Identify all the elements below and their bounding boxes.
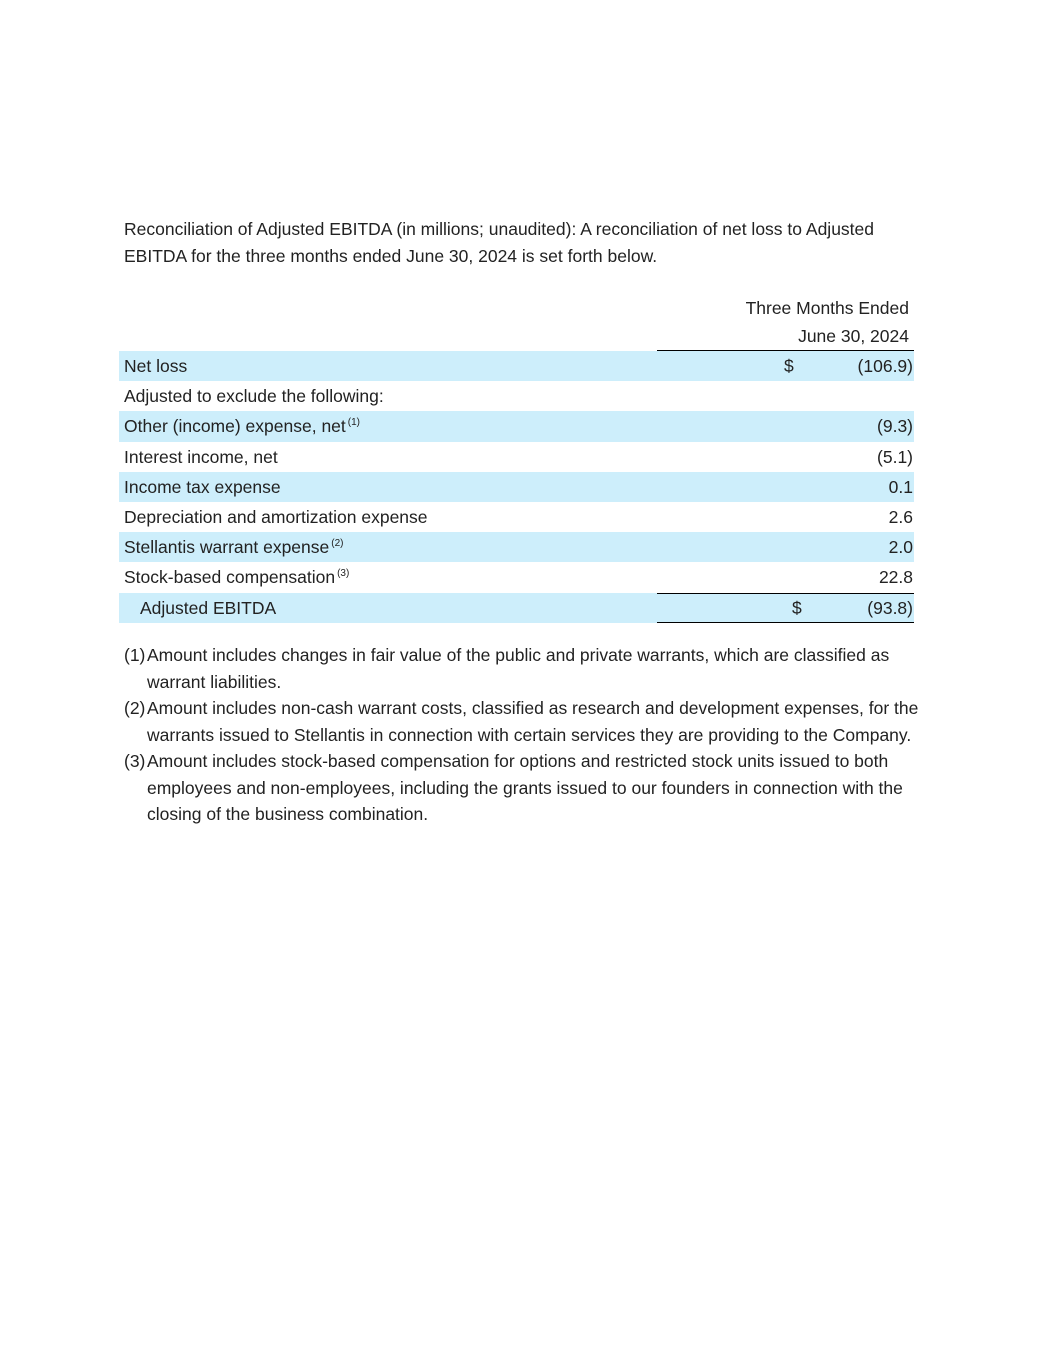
row-amount: (9.3) bbox=[877, 416, 913, 437]
footnote-ref: (3) bbox=[337, 568, 350, 580]
table-row-adjusted-ebitda bbox=[119, 593, 914, 623]
currency-symbol: $ bbox=[784, 356, 794, 376]
table-row-depreciation bbox=[119, 502, 914, 532]
footnotes bbox=[124, 642, 924, 828]
footnote-1 bbox=[124, 642, 924, 695]
footnote-ref: (1) bbox=[347, 417, 361, 429]
row-label: Adjusted to exclude the following: bbox=[124, 386, 384, 407]
row-label: Stellantis warrant expense $^{(2)}$ bbox=[124, 537, 344, 558]
table-row-net-loss bbox=[119, 351, 914, 381]
total-bottom-rule bbox=[657, 622, 914, 623]
row-label: Depreciation and amortization expense bbox=[124, 506, 428, 527]
row-amount: 2.0 bbox=[888, 537, 913, 558]
footnote-text: Amount includes non-cash warrant costs, classified as research and development expenses, for the warrants issued to Stellantis in connection with certain services they are providing to the Company. bbox=[147, 698, 919, 745]
footnote-2 bbox=[124, 695, 924, 748]
row-label: Income tax expense bbox=[124, 476, 281, 497]
row-label: Adjusted EBITDA bbox=[140, 597, 277, 618]
currency-symbol: $ bbox=[792, 597, 802, 618]
table-row-adjustments-heading bbox=[119, 381, 914, 411]
table-row-other-expense bbox=[119, 411, 914, 441]
row-amount: 22.8 bbox=[878, 567, 913, 588]
table-row-income-tax bbox=[119, 472, 914, 502]
footnote-text: Amount includes stock-based compensation for options and restricted stock units issued to both employees and non-employees, including the grants issued to our founders in connection with the closing of the business combination. bbox=[147, 751, 903, 824]
row-amount: (93.8) bbox=[867, 597, 913, 618]
row-amount: 0.1 bbox=[888, 476, 913, 497]
row-amount: 2.6 bbox=[888, 506, 913, 527]
footnote-3 bbox=[124, 748, 924, 828]
table-row-stock-compensation bbox=[119, 562, 914, 592]
footnote-ref: (2) bbox=[331, 538, 344, 550]
row-amount: (5.1) bbox=[877, 446, 913, 467]
row-amount: (106.9) bbox=[857, 356, 913, 376]
row-label: Net loss bbox=[124, 356, 188, 376]
table-row-stellantis-warrant bbox=[119, 532, 914, 562]
row-label: Other (income) expense, net $^{(1)}$ bbox=[124, 416, 361, 437]
row-label: Stock-based compensation $^{(3)}$ bbox=[124, 567, 350, 588]
table-row-interest-income bbox=[119, 442, 914, 472]
intro-paragraph: Reconciliation of Adjusted EBITDA (in millions; unaudited): A reconciliation of net loss to Adjusted EBITDA for the three months ended June 30, 2024 is set forth below. bbox=[124, 219, 875, 266]
footnote-text: Amount includes changes in fair value of the public and private warrants, which are classified as warrant liabilities. bbox=[147, 645, 890, 692]
column-header-date: June 30, 2024 bbox=[798, 326, 909, 346]
footnote-marker: (1) bbox=[124, 645, 146, 665]
footnote-marker: (2) bbox=[124, 698, 146, 718]
row-label: Interest income, net bbox=[124, 446, 278, 467]
reconciliation-table bbox=[119, 351, 914, 623]
column-header-period: Three Months Ended bbox=[745, 298, 909, 318]
footnote-marker: (3) bbox=[124, 751, 146, 771]
